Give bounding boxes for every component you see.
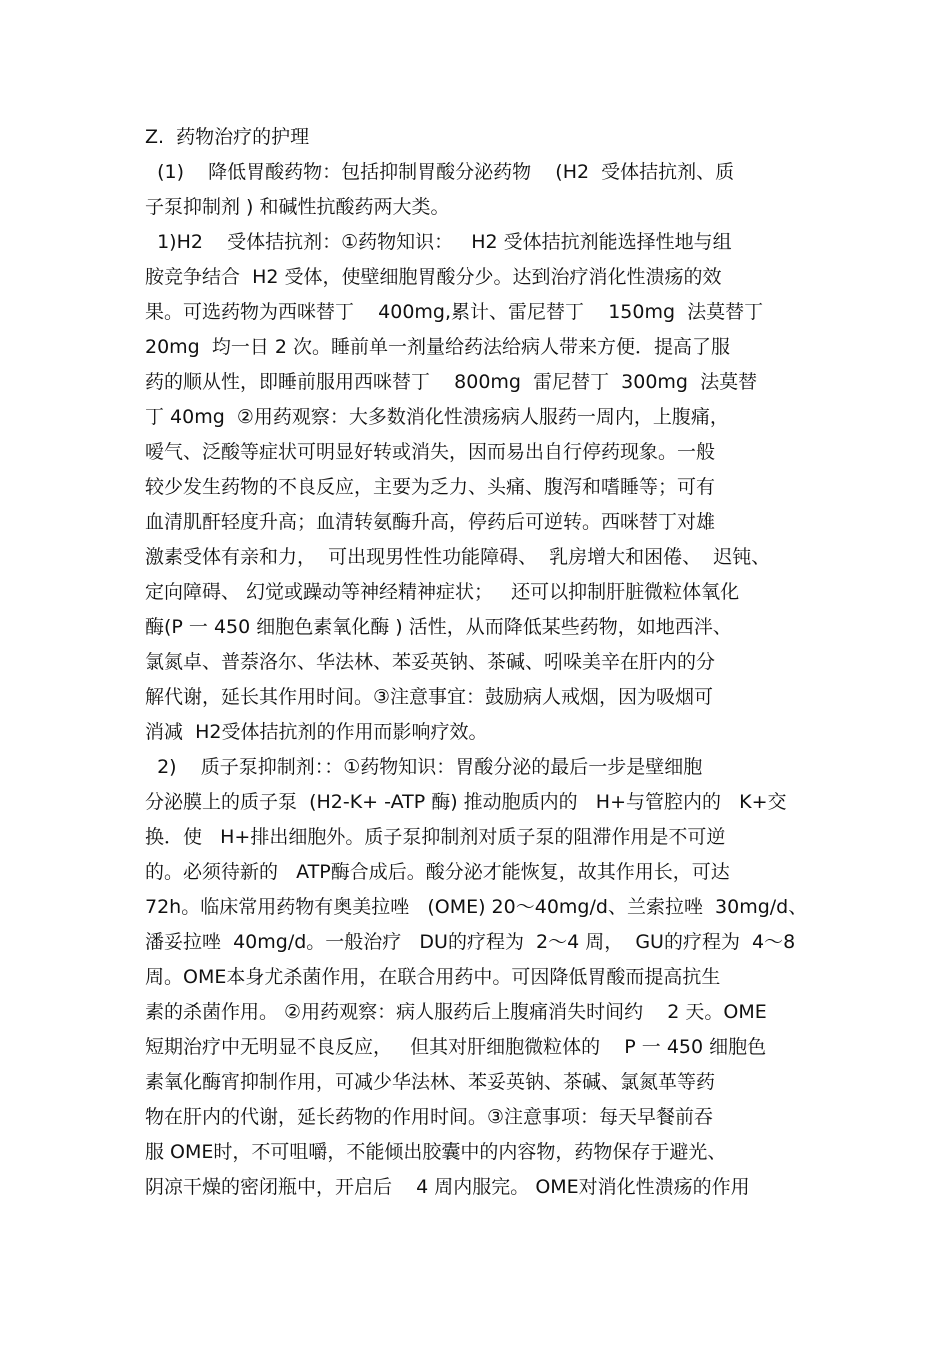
text-line: 1)H2 受体拮抗剂：①药物知识： H2 受体拮抗剂能选择性地与组 <box>145 231 732 253</box>
text-line: (1) 降低胃酸药物：包括抑制胃酸分泌药物 (H2 受体拮抗剂、质 <box>145 161 735 183</box>
text-line: 素的杀菌作用。 ②用药观察：病人服药后上腹痛消失时间约 2 天。OME <box>145 1001 767 1023</box>
text-line: 换．使 H+排出细胞外。质子泵抑制剂对质子泵的阻滞作用是不可逆 <box>145 826 726 848</box>
text-line: 果。可选药物为西咪替丁 400mg,累计、雷尼替丁 150mg 法莫替丁 <box>145 301 764 323</box>
text-line: 子泵抑制剂 ) 和碱性抗酸药两大类。 <box>145 196 450 218</box>
text-line: 潘妥拉唑 40mg/d。一般治疗 DU的疗程为 2～4 周， GU的疗程为 4～8 <box>145 931 796 953</box>
text-line: 血清肌酐轻度升高；血清转氨酶升高，停药后可逆转。西咪替丁对雄 <box>145 511 716 533</box>
text-line: 丁 40mg ②用药观察：大多数消化性溃疡病人服药一周内，上腹痛， <box>145 406 729 428</box>
text-line: 较少发生药物的不良反应，主要为乏力、头痛、腹泻和嗜睡等；可有 <box>145 476 716 498</box>
text-line: 短期治疗中无明显不良反应， 但其对肝细胞微粒体的 P 一 450 细胞色 <box>145 1036 767 1058</box>
text-line: 解代谢，延长其作用时间。③注意事宜：鼓励病人戒烟，因为吸烟可 <box>145 686 714 708</box>
text-line: 定向障碍、 幻觉或躁动等神经精神症状； 还可以抑制肝脏微粒体氧化 <box>145 581 740 603</box>
text-line: 消减 H2受体拮抗剂的作用而影响疗效。 <box>145 721 488 743</box>
text-line: 嗳气、泛酸等症状可明显好转或消失，因而易出自行停药现象。一般 <box>145 441 716 463</box>
text-line: 72h。临床常用药物有奥美拉唑 (OME) 20～40mg/d、兰索拉唑 30mg/d、 <box>145 896 808 918</box>
text-line: 周。OME本身尤杀菌作用，在联合用药中。可因降低胃酸而提高抗生 <box>145 966 721 988</box>
text-line: 药的顺从性，即睡前服用西咪替丁 800mg 雷尼替丁 300mg 法莫替 <box>145 371 758 393</box>
section-heading: Z. 药物治疗的护理 <box>145 126 310 148</box>
text-line: 素氧化酶宵抑制作用，可减少华法林、苯妥英钠、茶碱、氯氮革等药 <box>145 1071 716 1093</box>
text-line: 物在肝内的代谢，延长药物的作用时间。③注意事项：每天早餐前吞 <box>145 1106 714 1128</box>
text-line: 的。必须待新的 ATP酶合成后。酸分泌才能恢复，故其作用长，可达 <box>145 861 730 883</box>
text-line: 分泌膜上的质子泵 (H2-K+ -ATP 酶) 推动胞质内的 H+与管腔内的 K+交 <box>145 791 787 813</box>
text-line: 服 OME时，不可咀嚼，不能倾出胶囊中的内容物，药物保存于避光、 <box>145 1141 727 1163</box>
text-line: 酶(P 一 450 细胞色素氧化酶 ) 活性，从而降低某些药物，如地西泮、 <box>145 616 732 638</box>
text-line: 阴凉干燥的密闭瓶中，开启后 4 周内服完。 OME对消化性溃疡的作用 <box>145 1176 750 1198</box>
text-line: 氯氮卓、普萘洛尔、华法林、苯妥英钠、茶碱、吲哚美辛在肝内的分 <box>145 651 716 673</box>
text-line: 激素受体有亲和力， 可出现男性性功能障碍、 乳房增大和困倦、 迟钝、 <box>145 546 771 568</box>
text-line: 胺竞争结合 H2 受体，使壁细胞胃酸分少。达到治疗消化性溃疡的效 <box>145 266 722 288</box>
text-line: 20mg 均一日 2 次。睡前单一剂量给药法给病人带来方便．提高了服 <box>145 336 730 358</box>
text-line: 2) 质子泵抑制剂：：①药物知识：胃酸分泌的最后一步是壁细胞 <box>145 756 703 778</box>
